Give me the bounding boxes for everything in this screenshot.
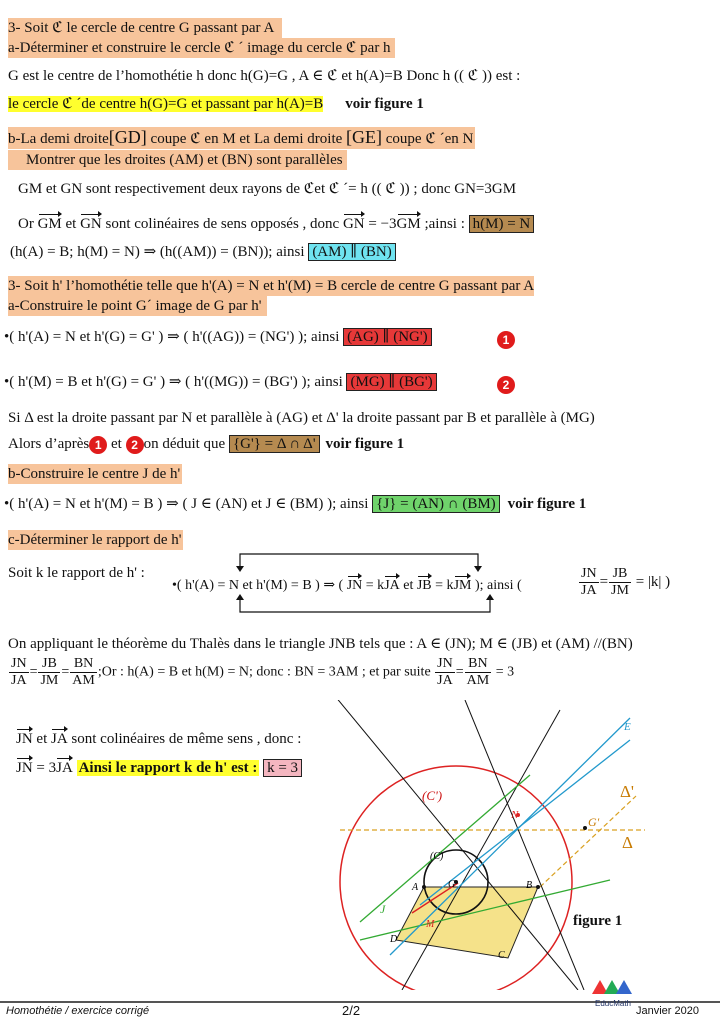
footer-page: 2/2 — [342, 1003, 361, 1018]
svg-text:Δ: Δ — [622, 833, 633, 852]
svg-text:D: D — [390, 934, 398, 945]
parallelogram — [396, 887, 538, 958]
svg-text:(C'): (C') — [422, 788, 443, 803]
text-line: •( h'(A) = N et h'(G) = G' ) ⇒ ( h'((AG)) = (NG') ); ainsi (AG) ∥ (NG') — [4, 327, 432, 347]
text-line: Alors d’après 1 et 2 on déduit que {G'} = Δ ∩ Δ' voir figure 1 — [8, 436, 405, 452]
box-ag-ng: (AG) ∥ (NG') — [343, 328, 431, 346]
svg-text:N: N — [511, 809, 519, 821]
text-line: (h(A) = B; h(M) = N) ⇒ (h((AM)) = (BN)); ainsi (AM) ∥ (BN) — [10, 242, 396, 262]
question-3a-title: a-Construire le point G´ image de G par h' — [8, 296, 267, 316]
svg-text:(C): (C) — [430, 851, 444, 862]
question-3c-title: b-Construire le centre J de h' — [8, 466, 181, 482]
text-line: G est le centre de l’homothétie h donc h(G)=G , A ∈ ℭ et h(A)=B Donc h (( ℭ )) est : — [8, 68, 521, 84]
highlight-answer: le cercle ℭ ´de centre h(G)=G et passant par h(A)=B — [8, 96, 324, 112]
marker-2: 2 — [497, 376, 515, 394]
question-3-title: 3- Soit ℭ le cercle de centre G passant par A — [8, 18, 282, 38]
text-line: Or GM et GN sont colinéaires de sens opposés , donc GN = −3GM ;ainsi : h(M) = N — [18, 214, 534, 234]
text-line: JN = 3JA Ainsi le rapport k de h' est : k = 3 — [16, 758, 302, 778]
text-line: •( h'(A) = N et h'(M) = B ) ⇒ ( J ∈ (AN) et J ∈ (BM) ); ainsi {J} = (AN) ∩ (BM) voir figure 1 — [4, 496, 587, 512]
text-line: Si Δ est la droite passant par N et parallèle à (AG) et Δ' la droite passant par B et parallèle à (MG) — [8, 410, 595, 426]
svg-text:C: C — [498, 950, 505, 961]
footer-left: Homothétie / exercice corrigé — [6, 1005, 150, 1017]
text-line: •( h'(M) = B et h'(G) = G' ) ⇒ ( h'((MG)) = (BG') ); ainsi (MG) ∥ (BG') — [4, 372, 437, 392]
question-3d-title: c-Déterminer le rapport de h' — [8, 532, 182, 548]
svg-text:J: J — [380, 902, 386, 916]
footer-date: Janvier 2020 — [636, 1005, 699, 1017]
highlight-conclusion: Ainsi le rapport k de h' est : — [78, 760, 258, 776]
svg-text:A: A — [412, 882, 419, 893]
marker-1: 1 — [497, 331, 515, 349]
svg-text:G': G' — [588, 815, 600, 829]
text-line: Soit k le rapport de h' : — [8, 565, 145, 581]
text-line: JN et JA sont colinéaires de même sens , donc : — [16, 731, 302, 747]
svg-text:Δ': Δ' — [620, 782, 634, 801]
figure-1 — [330, 700, 660, 990]
question-a-title: a-Déterminer et construire le cercle ℭ ´ image du cercle ℭ par h — [8, 38, 395, 58]
text-line: On appliquant le théorème du Thalès dans le triangle JNB tels que : A ∈ (JN); M ∈ (JB) et (AM) //(BN) — [8, 636, 633, 652]
box-k: k = 3 — [263, 759, 302, 777]
svg-text:E: E — [624, 721, 631, 733]
box-mg-bg: (MG) ∥ (BG') — [346, 373, 436, 391]
box-am-bn: (AM) ∥ (BN) — [308, 243, 395, 261]
text-line: GM et GN sont respectivement deux rayons de ℭet ℭ ´= h (( ℭ )) ; donc GN=3GM — [18, 181, 517, 197]
formula-fraction: $\frac{JN}{JA}$ = $\frac{JB}{JM}$ = |k| ) — [581, 566, 671, 598]
formula-ratio: •( h'(A) = N et h'(M) = B ) ⇒ ( JN = kJA et JB = kJM ); ainsi ( — [172, 576, 522, 596]
bracket-arrows-bottom — [230, 594, 500, 616]
svg-text:B: B — [526, 880, 533, 891]
formula-thales: $\frac{JN}{JA}$ = $\frac{JB}{JM}$ = $\frac{BN}{AM}$ ;Or : h(A) = B et h(M) = N; donc : BN = 3AM ; et par suite $\frac{JN}{JA}$ = $\frac{BN}{AM}$ = 3 — [11, 656, 515, 688]
svg-text:M: M — [426, 919, 435, 930]
box-hmn: h(M) = N — [469, 215, 535, 233]
educmath-logo: EducMath — [588, 980, 638, 1002]
figure-caption: figure 1 — [573, 913, 623, 929]
text-line — [8, 94, 424, 114]
circle-c-prime — [340, 766, 572, 990]
voir-figure: voir figure 1 — [345, 96, 424, 112]
question-b-title: b-La demi droite[GD] coupe ℭ en M et La demi droite [GE] coupe ℭ ´en N — [8, 127, 474, 147]
question-b-sub: Montrer que les droites (AM) et (BN) sont parallèles — [8, 150, 347, 170]
svg-text:G: G — [448, 879, 456, 890]
question-3b-title: 3- Soit h' l’homothétie telle que h'(A) = N et h'(M) = B cercle de centre G passant par A — [8, 278, 535, 294]
box-g-prime: {G'} = Δ ∩ Δ' — [229, 435, 320, 453]
box-j: {J} = (AN) ∩ (BM) — [372, 495, 500, 513]
